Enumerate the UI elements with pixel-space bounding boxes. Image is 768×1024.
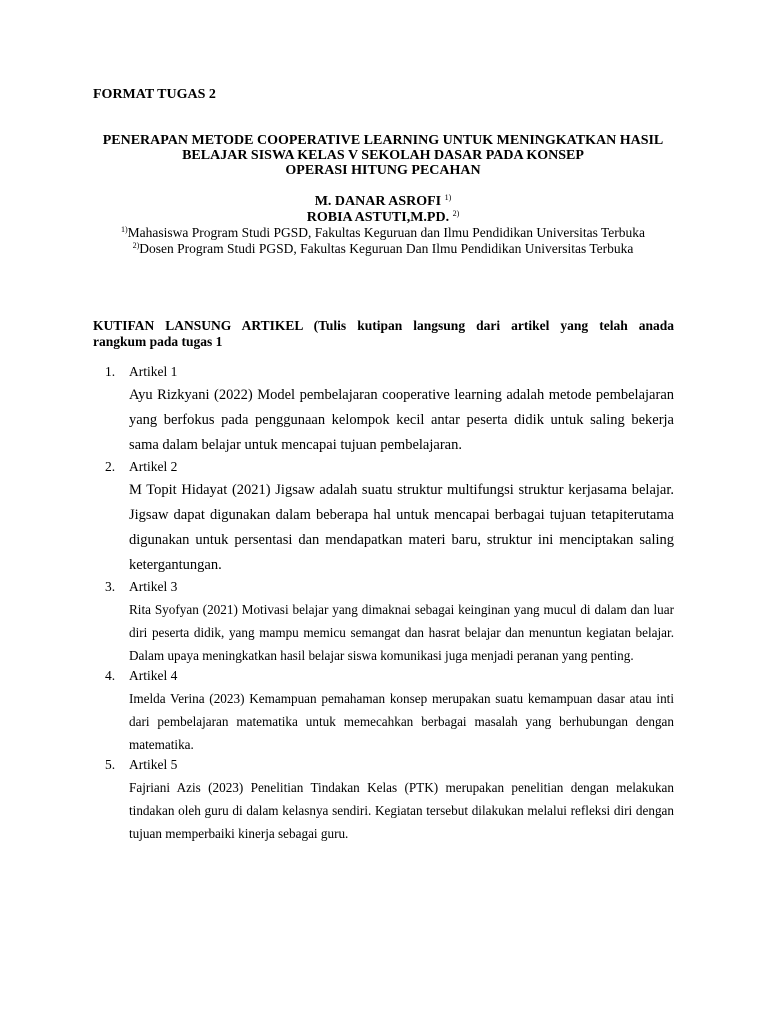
article-title: Artikel 2 (129, 459, 178, 474)
section-heading-line: KUTIFAN LANSUNG ARTIKEL (Tulis kutipan langsung dari artikel yang telah anada (93, 318, 674, 333)
paper-title-line: OPERASI HITUNG PECAHAN (285, 163, 481, 178)
author-name: ROBIA ASTUTI,M.PD. (306, 209, 450, 225)
format-title: FORMAT TUGAS 2 (93, 87, 216, 102)
section-heading (93, 318, 674, 349)
affiliation-superscript: 1) (120, 225, 128, 234)
list-number: 5. (105, 757, 116, 772)
list-number: 3. (105, 579, 116, 594)
list-item (93, 458, 674, 578)
article-quote: Imelda Verina (2023) Kemampuan pemahaman konsep merupakan suatu kemampuan dasar atau inti dari pembelajaran matematika untuk memecahkan berbagai masalah yang berhubungan dengan matematika. (129, 691, 674, 752)
author-line (80, 210, 686, 226)
paper-title-line: BELAJAR SISWA KELAS V SEKOLAH DASAR PADA KONSEP (182, 148, 584, 163)
article-quote: Ayu Rizkyani (2022) Model pembelajaran cooperative learning adalah metode pembelajaran yang berfokus pada penggunaan kelompok kecil antar peserta didik untuk saling bekerja sama dalam belajar untuk mencapai tujuan pembelajaran. (129, 387, 674, 453)
list-item (93, 756, 674, 845)
affiliation-superscript: 2) (132, 240, 140, 250)
article-list (93, 363, 674, 845)
article-quote: Rita Syofyan (2021) Motivasi belajar yang dimaknai sebagai keinginan yang mucul di dalam dan luar diri peserta didik, yang mampu memicu semangat dan hasrat belajar dan menuntun kegiatan belajar. Dalam upaya meningkatkan hasil belajar siswa komunikasi juga menjadi peranan yang penting. (129, 602, 674, 663)
paper-title-line: PENERAPAN METODE COOPERATIVE LEARNING UNTUK MENINGKATKAN HASIL (102, 133, 664, 148)
affiliation-line (80, 241, 686, 257)
author-name: M. DANAR ASROFI (314, 194, 442, 209)
article-title: Artikel 5 (129, 757, 178, 772)
article-title: Artikel 1 (129, 364, 178, 379)
article-title: Artikel 4 (129, 668, 178, 683)
list-item (93, 578, 674, 667)
list-item (93, 363, 674, 458)
author-block (80, 194, 686, 256)
author-line (80, 194, 686, 210)
article-quote: M Topit Hidayat (2021) Jigsaw adalah suatu struktur multifungsi struktur kerjasama belajar. Jigsaw dapat digunakan dalam beberapa hal untuk mencapai berbagai tujuan tetapiterutama digunakan untuk persentasi dan mendapatkan materi baru, struktur ini menciptakan saling ketergantungan. (129, 482, 674, 573)
list-item (93, 667, 674, 756)
affiliation-text: Mahasiswa Program Studi PGSD, Fakultas Keguruan dan Ilmu Pendidikan Universitas Terbuka (127, 225, 646, 240)
article-title: Artikel 3 (129, 579, 178, 594)
author-superscript: 2) (452, 208, 460, 218)
affiliation-text: Dosen Program Studi PGSD, Fakultas Keguruan Dan Ilmu Pendidikan Universitas Terbuka (139, 240, 634, 256)
list-number: 4. (105, 668, 116, 683)
list-number: 1. (105, 364, 116, 379)
affiliation-line (80, 225, 686, 241)
article-quote: Fajriani Azis (2023) Penelitian Tindakan Kelas (PTK) merupakan penelitian dengan melakukan tindakan oleh guru di dalam kelasnya sendiri. Kegiatan tersebut dilakukan melalui refleksi diri dengan tujuan memperbaiki kinerja sebagai guru. (129, 780, 674, 841)
list-number: 2. (105, 459, 116, 474)
author-superscript: 1) (444, 193, 452, 202)
section-heading-line: rangkum pada tugas 1 (93, 333, 223, 349)
paper-title (80, 133, 686, 178)
